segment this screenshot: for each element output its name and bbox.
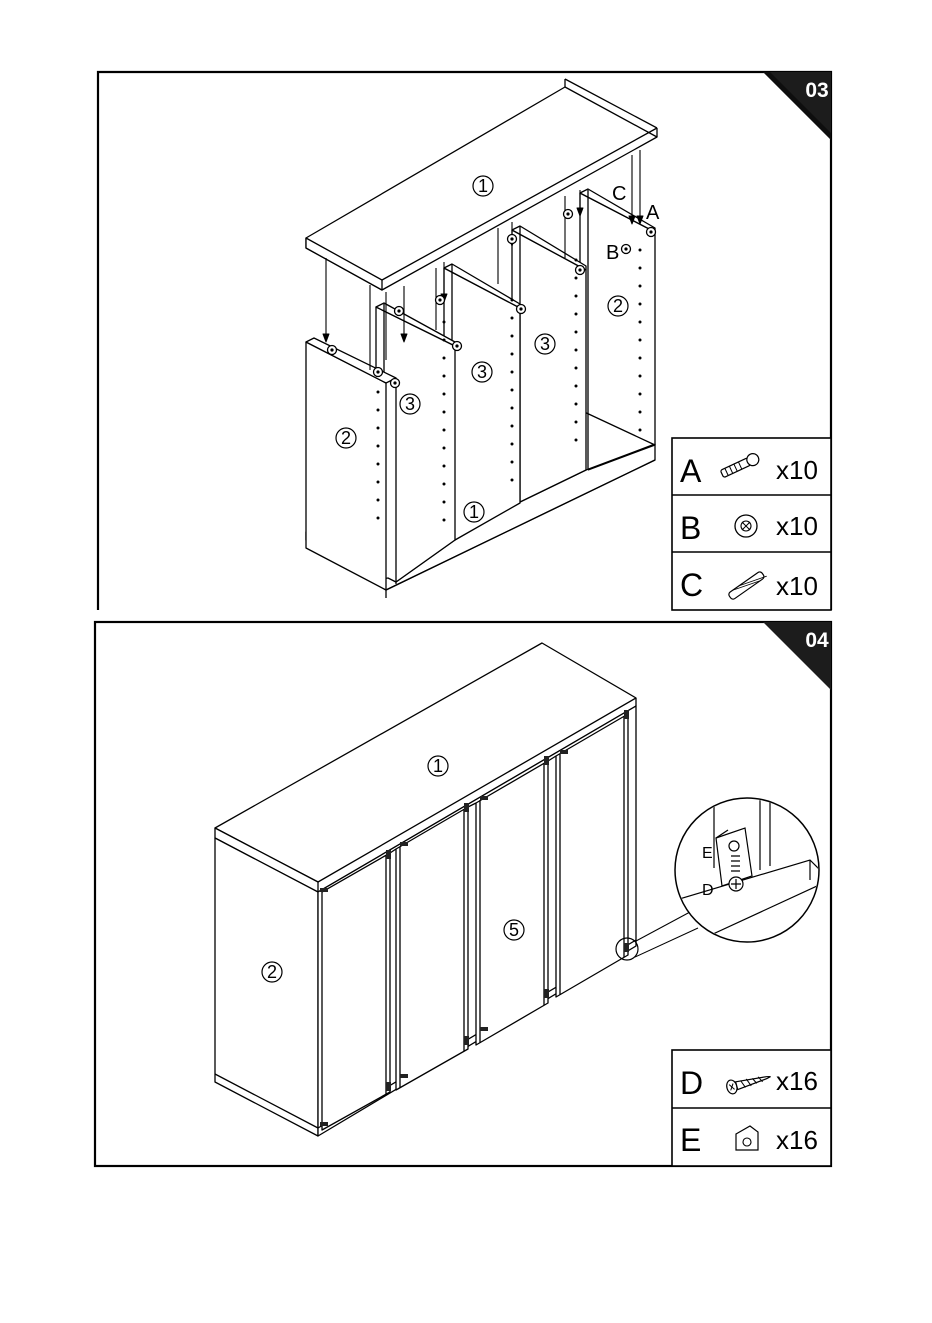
cam-lock-icon [735, 515, 757, 537]
part-a-letter: A [680, 453, 702, 489]
step-4-hinge-detail [616, 798, 830, 960]
callout-divider-rear: 3 [539, 334, 551, 354]
step-3-number: 03 [805, 79, 829, 102]
part-d-letter: D [680, 1065, 704, 1101]
letter-a: A [646, 202, 660, 224]
callout-bottom-panel: 1 [468, 502, 480, 522]
letter-b: B [606, 242, 620, 264]
part-a-qty: x10 [776, 455, 818, 485]
part-c-letter: C [680, 567, 704, 603]
callout-divider-middle: 3 [476, 362, 488, 382]
part-c-qty: x10 [776, 571, 818, 601]
detail-letter-e: E [702, 845, 713, 862]
part-d-qty: x16 [776, 1066, 818, 1096]
part-e-qty: x16 [776, 1125, 818, 1155]
step-4-number: 04 [805, 629, 829, 652]
part-e-letter: E [680, 1122, 702, 1158]
step-4-parts-list [672, 1050, 831, 1166]
step-4-cabinet-drawing [215, 643, 636, 1136]
callout-right-side: 2 [612, 296, 624, 316]
callout-door: 5 [508, 920, 520, 940]
letter-c: C [612, 183, 627, 205]
callout-divider-front: 3 [404, 394, 416, 414]
step-4-panel [95, 622, 831, 1166]
part-b-letter: B [680, 510, 702, 546]
step-3-cabinet-drawing [306, 79, 657, 598]
callout-side: 2 [266, 962, 278, 982]
part-b-qty: x10 [776, 511, 818, 541]
detail-letter-d: D [702, 882, 714, 899]
callout-top: 1 [432, 756, 444, 776]
callout-left-side: 2 [340, 428, 352, 448]
callout-top-panel: 1 [477, 176, 489, 196]
step-3-parts-list [672, 438, 831, 610]
step-3-panel [98, 72, 831, 610]
